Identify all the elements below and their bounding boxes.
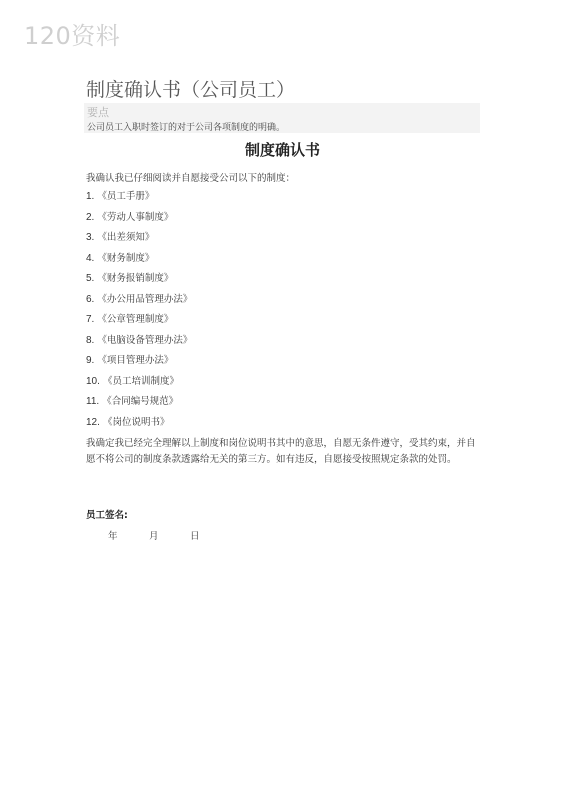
list-item: [86, 232, 192, 253]
date-day-label: 日: [190, 531, 200, 542]
date-month-label: 月: [149, 531, 159, 542]
list-item: [86, 396, 192, 417]
list-item: [86, 417, 192, 438]
closing-paragraph: 我确定我已经完全理解以上制度和岗位说明书其中的意思，自愿无条件遵守，受其约束，并自愿不将公司的制度条款透露给无关的第三方。如有违反，自愿接受按照规定条款的处罚。: [86, 438, 476, 465]
list-item-text: 《办公用品管理办法》: [97, 293, 193, 305]
list-item-text: 《公章管理制度》: [97, 314, 174, 325]
document-title: 制度确认书（公司员工）: [86, 79, 296, 101]
list-item: [86, 314, 192, 335]
list-item-number: 11.: [86, 396, 100, 407]
list-item: [86, 273, 192, 294]
list-item-text: 《出差须知》: [97, 232, 155, 243]
list-item-text: 《岗位说明书》: [102, 416, 170, 428]
policy-list: [86, 191, 192, 437]
list-item: [86, 294, 192, 315]
summary-box: [84, 103, 480, 133]
watermark-logo: 120资料: [24, 22, 121, 50]
list-item: [86, 376, 192, 397]
date-year-label: 年: [108, 531, 118, 542]
list-item-text: 《员工培训制度》: [102, 375, 179, 387]
list-item: [86, 355, 192, 376]
list-item: [86, 335, 192, 356]
list-item-number: 5.: [86, 273, 95, 284]
list-item-text: 《员工手册》: [97, 191, 155, 202]
list-item-text: 《劳动人事制度》: [97, 211, 174, 223]
list-item-number: 8.: [86, 334, 95, 346]
list-item-number: 1.: [86, 191, 95, 202]
list-item-number: 6.: [86, 293, 95, 305]
summary-label: 要点: [87, 106, 109, 119]
intro-paragraph: 我确认我已仔细阅读并自愿接受公司以下的制度：: [86, 173, 296, 184]
list-item-number: 4.: [86, 252, 95, 264]
list-item-number: 9.: [86, 355, 95, 366]
list-item: [86, 212, 192, 233]
list-item: [86, 253, 192, 274]
summary-text: 公司员工入职时签订的对于公司各项制度的明确。: [87, 123, 286, 133]
list-item-text: 《电脑设备管理办法》: [97, 334, 193, 346]
signature-label: 员工签名:: [86, 510, 128, 521]
list-item-number: 12.: [86, 416, 100, 428]
list-item-text: 《合同编号规范》: [102, 396, 179, 407]
list-item-number: 10.: [86, 375, 100, 387]
list-item-number: 3.: [86, 232, 95, 243]
list-item-number: 7.: [86, 314, 95, 325]
list-item-text: 《财务制度》: [97, 252, 155, 264]
list-item-text: 《项目管理办法》: [97, 355, 174, 366]
list-item: [86, 191, 192, 212]
list-item-number: 2.: [86, 211, 95, 223]
list-item-text: 《财务报销制度》: [97, 273, 174, 284]
main-heading: 制度确认书: [244, 141, 320, 159]
